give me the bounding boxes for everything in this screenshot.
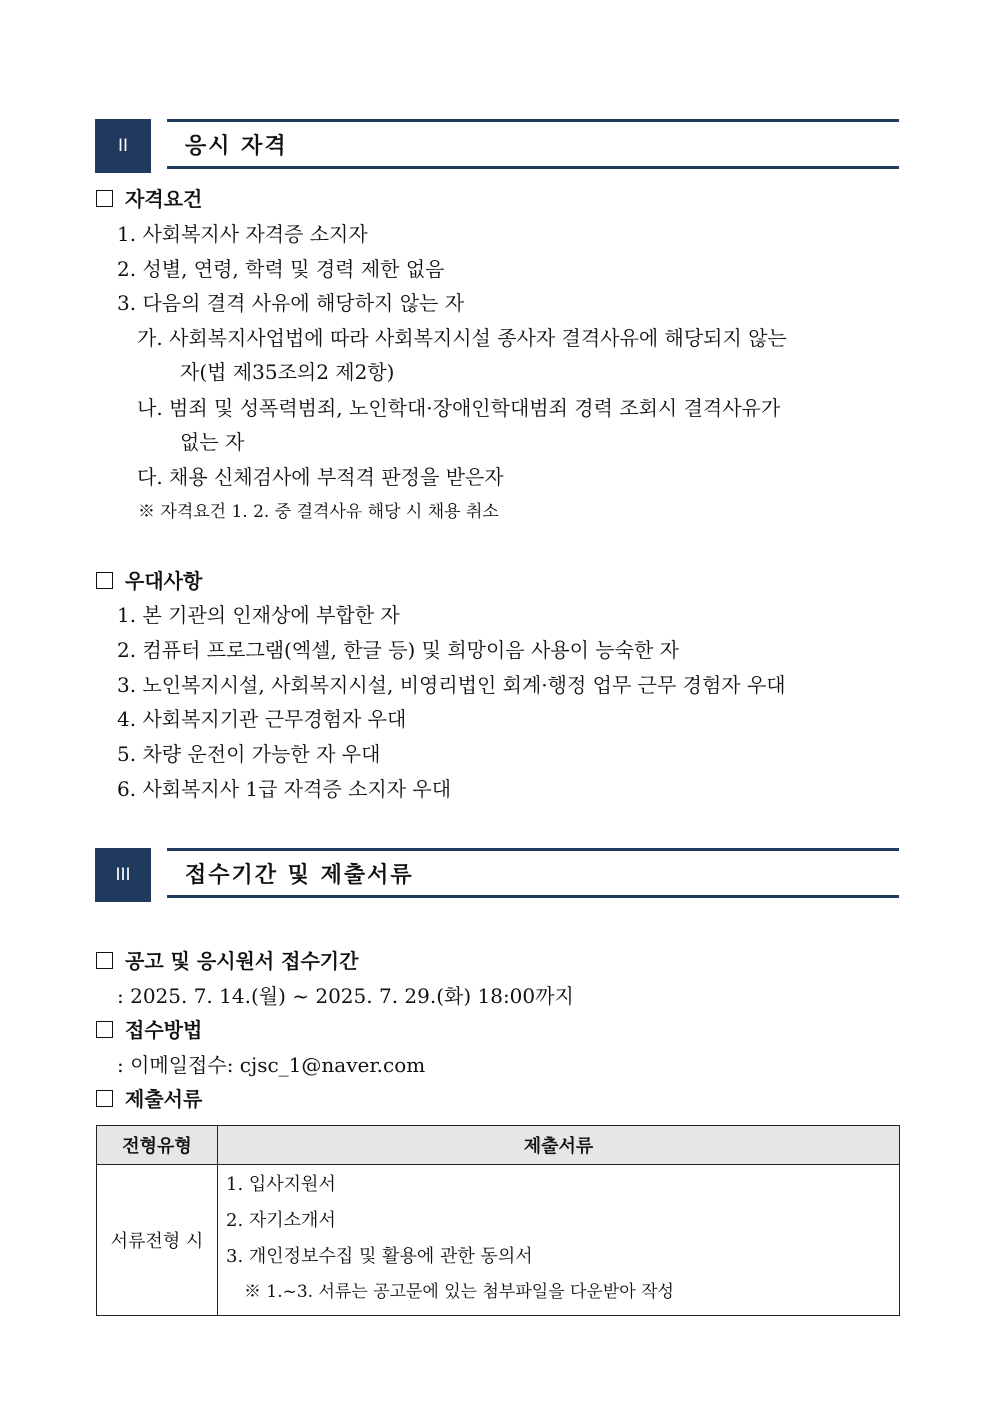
preference-item-1: 1. 본 기관의 인재상에 부합한 자 bbox=[117, 603, 400, 627]
section-3-header bbox=[95, 848, 899, 902]
preference-item-4: 4. 사회복지기관 근무경험자 우대 bbox=[117, 707, 407, 731]
type-cell: 서류전형 시 bbox=[97, 1165, 218, 1316]
qualification-item-1: 1. 사회복지사 자격증 소지자 bbox=[117, 222, 368, 246]
preference-item-6: 6. 사회복지사 1급 자격증 소지자 우대 bbox=[117, 777, 452, 801]
subitem-da: 다. 채용 신체검사에 부적격 판정을 받은자 bbox=[137, 465, 504, 489]
qualifications-note: ※ 자격요건 1. 2. 중 결격사유 해당 시 채용 취소 bbox=[138, 502, 499, 522]
qualifications-heading: 자격요건 bbox=[96, 186, 202, 212]
section-2-header bbox=[95, 119, 899, 173]
qualification-item-3: 3. 다음의 결격 사유에 해당하지 않는 자 bbox=[117, 291, 465, 315]
section-3-title: 접수기간 및 제출서류 bbox=[167, 848, 899, 898]
column-header-docs: 제출서류 bbox=[218, 1126, 900, 1165]
subitem-ga-line-2: 자(법 제35조의2 제2항) bbox=[180, 360, 395, 384]
table-row bbox=[97, 1165, 900, 1316]
document-item-3: 3. 개인정보수집 및 활용에 관한 동의서 bbox=[226, 1246, 533, 1267]
period-heading: 공고 및 응시원서 접수기간 bbox=[96, 948, 358, 974]
document-item-2: 2. 자기소개서 bbox=[226, 1210, 336, 1231]
period-value: : 2025. 7. 14.(월) ~ 2025. 7. 29.(화) 18:00까지 bbox=[117, 984, 574, 1008]
column-header-type: 전형유형 bbox=[97, 1126, 218, 1165]
subitem-ga-line-1: 가. 사회복지사업법에 따라 사회복지시설 종사자 결격사유에 해당되지 않는 bbox=[137, 326, 787, 350]
preference-item-5: 5. 차량 운전이 가능한 자 우대 bbox=[117, 742, 381, 766]
documents-table bbox=[96, 1125, 900, 1316]
subitem-na-line-1: 나. 범죄 및 성폭력범죄, 노인학대·장애인학대범죄 경력 조회시 결격사유가 bbox=[137, 396, 781, 420]
preference-item-2: 2. 컴퓨터 프로그램(엑셀, 한글 등) 및 희망이음 사용이 능숙한 자 bbox=[117, 638, 679, 662]
preference-item-3: 3. 노인복지시설, 사회복지시설, 비영리법인 회계·행정 업무 근무 경험자 우대 bbox=[117, 673, 786, 697]
checkbox-square-icon bbox=[96, 952, 113, 969]
documents-note: ※ 1.~3. 서류는 공고문에 있는 첨부파일을 다운받아 작성 bbox=[244, 1282, 674, 1302]
preferences-heading: 우대사항 bbox=[96, 568, 202, 594]
method-heading: 접수방법 bbox=[96, 1017, 202, 1043]
section-2-title: 응시 자격 bbox=[167, 119, 899, 169]
qualification-item-2: 2. 성별, 연령, 학력 및 경력 제한 없음 bbox=[117, 257, 445, 281]
checkbox-square-icon bbox=[96, 190, 113, 207]
checkbox-square-icon bbox=[96, 1021, 113, 1038]
section-3-number: III bbox=[95, 848, 151, 902]
section-2-number: II bbox=[95, 119, 151, 173]
docs-cell bbox=[218, 1165, 900, 1316]
table-header-row bbox=[97, 1126, 900, 1165]
checkbox-square-icon bbox=[96, 1090, 113, 1107]
method-value: : 이메일접수: cjsc_1@naver.com bbox=[117, 1053, 426, 1077]
document-item-1: 1. 입사지원서 bbox=[226, 1174, 336, 1195]
documents-heading: 제출서류 bbox=[96, 1086, 202, 1112]
subitem-na-line-2: 없는 자 bbox=[180, 430, 245, 454]
checkbox-square-icon bbox=[96, 572, 113, 589]
